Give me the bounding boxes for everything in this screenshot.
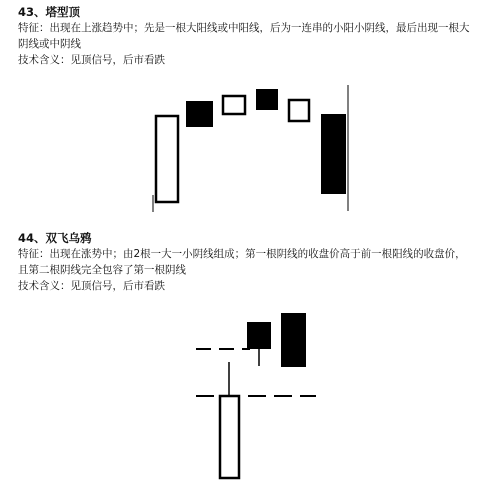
two-crows-diagram	[0, 300, 500, 487]
section-43-feature-line2: 阴线或中阴线	[18, 38, 81, 50]
section-43	[18, 4, 492, 68]
section-43-meaning: 技术含义：见顶信号，后市看跌	[18, 54, 165, 66]
crow-1-body	[247, 322, 271, 349]
candle-3-white-small	[223, 96, 245, 114]
tower-top-diagram	[0, 80, 500, 220]
section-43-feature-line1: 特征：出现在上涨趋势中；先是一根大阳线或中阳线，后为一连串的小阳小阴线，最后出现一根大	[18, 22, 470, 34]
crow-2-body	[281, 313, 306, 367]
section-44-title: 44、双飞乌鸦	[18, 231, 92, 245]
candle-2-black-small	[186, 101, 213, 127]
candle-6-bearish-body	[321, 114, 346, 194]
bullish-candle-body	[220, 396, 239, 478]
section-44-feature-line2: 且第二根阴线完全包容了第一根阴线	[18, 264, 186, 276]
candle-4-black-small	[256, 89, 278, 110]
candle-1-bullish-body	[156, 116, 178, 202]
section-44-meaning: 技术含义：见顶信号，后市看跌	[18, 280, 165, 292]
candle-5-white-small	[289, 100, 309, 121]
section-44-feature-line1: 特征：出现在涨势中；由2根一大一小阴线组成；第一根阴线的收盘价高于前一根阳线的收盘价，	[18, 248, 466, 260]
section-44	[18, 230, 492, 294]
section-43-title: 43、塔型顶	[18, 5, 81, 19]
